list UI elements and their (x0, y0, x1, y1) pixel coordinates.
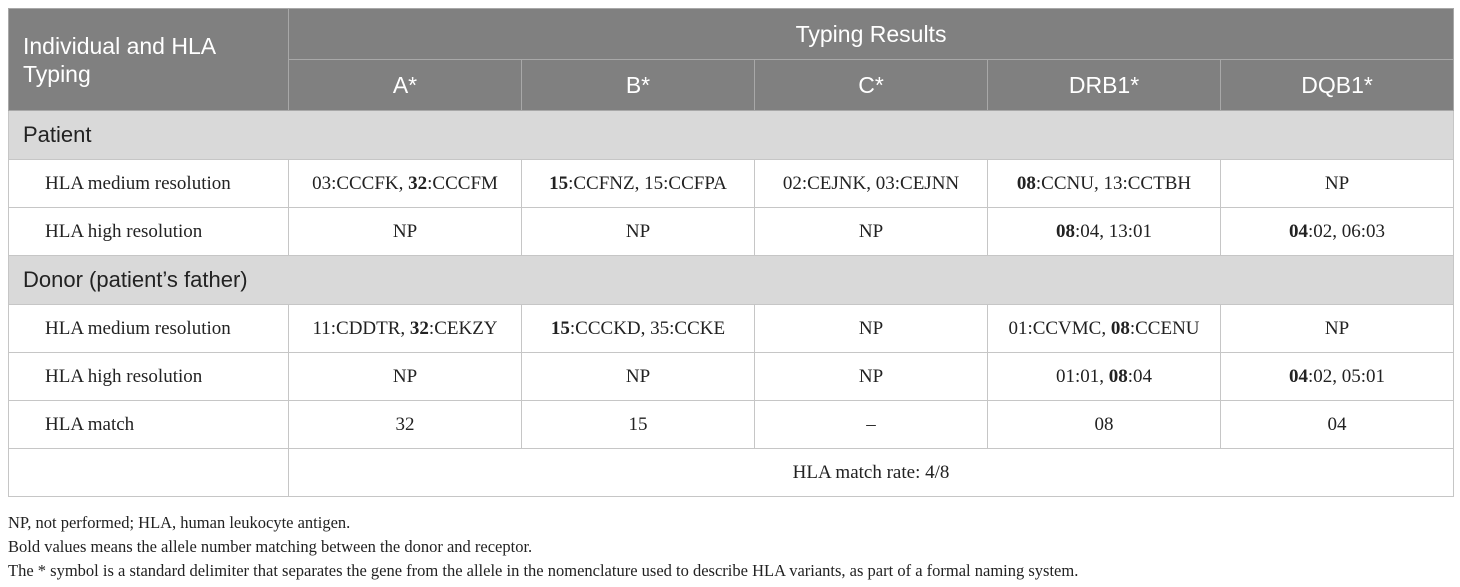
allele-text: 01:01, (1055, 365, 1109, 387)
row-label: HLA match (9, 401, 289, 449)
allele-text: NP (858, 365, 884, 387)
table-cell (1221, 208, 1454, 256)
column-header-b: B* (522, 60, 755, 111)
matching-allele-number: 08 (1108, 365, 1128, 387)
allele-text: 08 (1094, 413, 1114, 435)
footnote-bold-values: Bold values means the allele number matching between the donor and receptor. (8, 537, 533, 556)
allele-text: :04, 13:01 (1074, 220, 1153, 242)
column-header-dqb1: DQB1* (1221, 60, 1454, 111)
table-cell (289, 305, 522, 353)
allele-text: 11:CDDTR, (312, 317, 410, 339)
table-cell (522, 353, 755, 401)
allele-text: 02:CEJNK, 03:CEJNN (782, 172, 960, 194)
table-row-match-rate (9, 449, 1454, 497)
table-body (9, 111, 1454, 497)
table-cell (988, 353, 1221, 401)
table-cell (289, 401, 522, 449)
allele-text: NP (625, 365, 651, 387)
table-header (9, 9, 1454, 111)
table-cell (289, 353, 522, 401)
table-cell (988, 305, 1221, 353)
table-footnotes (8, 511, 1452, 583)
table-row (9, 353, 1454, 401)
allele-text: :02, 06:03 (1308, 220, 1386, 242)
matching-allele-number: 32 (408, 172, 428, 194)
allele-text: NP (858, 220, 884, 242)
table-cell (988, 401, 1221, 449)
table-cell (755, 401, 988, 449)
column-header-a: A* (289, 60, 522, 111)
matching-allele-number: 08 (1110, 317, 1130, 339)
table-cell (522, 305, 755, 353)
table-cell (522, 160, 755, 208)
matching-allele-number: 04 (1289, 365, 1308, 387)
table-row (9, 208, 1454, 256)
allele-text: NP (858, 317, 884, 339)
allele-text: NP (1324, 172, 1350, 194)
table-cell (1221, 160, 1454, 208)
matching-allele-number: 08 (1016, 172, 1036, 194)
table-cell (988, 160, 1221, 208)
section-header-patient: Patient (9, 111, 1454, 160)
table-cell (755, 353, 988, 401)
footnote-asterisk: The * symbol is a standard delimiter that separates the gene from the allele in the nomenclature used to describe HLA variants, as part of a formal naming system. (8, 561, 1079, 580)
allele-text: NP (1324, 317, 1350, 339)
allele-text: :CCNU, 13:CCTBH (1035, 172, 1192, 194)
allele-text: :CCFNZ, 15:CCFPA (568, 172, 727, 194)
matching-allele-number: 15 (550, 317, 570, 339)
allele-text: 32 (395, 413, 415, 435)
empty-cell (9, 449, 289, 497)
column-header-c: C* (755, 60, 988, 111)
allele-text: :04 (1127, 365, 1153, 387)
column-header-drb1: DRB1* (988, 60, 1221, 111)
hla-typing-table-container (8, 8, 1452, 497)
match-rate-cell: HLA match rate: 4/8 (289, 449, 1454, 497)
row-label: HLA medium resolution (9, 305, 289, 353)
table-row (9, 305, 1454, 353)
table-row (9, 160, 1454, 208)
allele-text: :CCCFM (427, 172, 498, 194)
hla-typing-table (8, 8, 1454, 497)
allele-text: :02, 05:01 (1308, 365, 1386, 387)
allele-text: :CCENU (1129, 317, 1200, 339)
table-cell (1221, 401, 1454, 449)
table-cell (1221, 353, 1454, 401)
footnote-abbreviations: NP, not performed; HLA, human leukocyte antigen. (8, 513, 351, 532)
table-cell (1221, 305, 1454, 353)
allele-text: 03:CCCFK, (312, 172, 409, 194)
corner-header: Individual and HLA Typing (9, 9, 289, 111)
table-row (9, 401, 1454, 449)
section-header-donor: Donor (patient’s father) (9, 256, 1454, 305)
table-cell (755, 305, 988, 353)
matching-allele-number: 04 (1289, 220, 1308, 242)
table-cell (755, 160, 988, 208)
allele-text: 15 (628, 413, 648, 435)
table-cell (522, 401, 755, 449)
allele-text: :CEKZY (428, 317, 498, 339)
matching-allele-number: 08 (1055, 220, 1075, 242)
table-cell (289, 208, 522, 256)
row-label: HLA medium resolution (9, 160, 289, 208)
matching-allele-number: 15 (549, 172, 569, 194)
matching-allele-number: 32 (409, 317, 429, 339)
allele-text: NP (625, 220, 651, 242)
allele-text: :CCCKD, 35:CCKE (569, 317, 726, 339)
row-label: HLA high resolution (9, 353, 289, 401)
table-cell (988, 208, 1221, 256)
allele-text: 01:CCVMC, (1008, 317, 1111, 339)
table-cell (289, 160, 522, 208)
allele-text: NP (392, 220, 418, 242)
table-cell (522, 208, 755, 256)
typing-results-header: Typing Results (289, 9, 1454, 60)
allele-text: NP (392, 365, 418, 387)
row-label: HLA high resolution (9, 208, 289, 256)
allele-text: 04 (1327, 413, 1347, 435)
table-cell (755, 208, 988, 256)
allele-text: – (866, 413, 876, 435)
